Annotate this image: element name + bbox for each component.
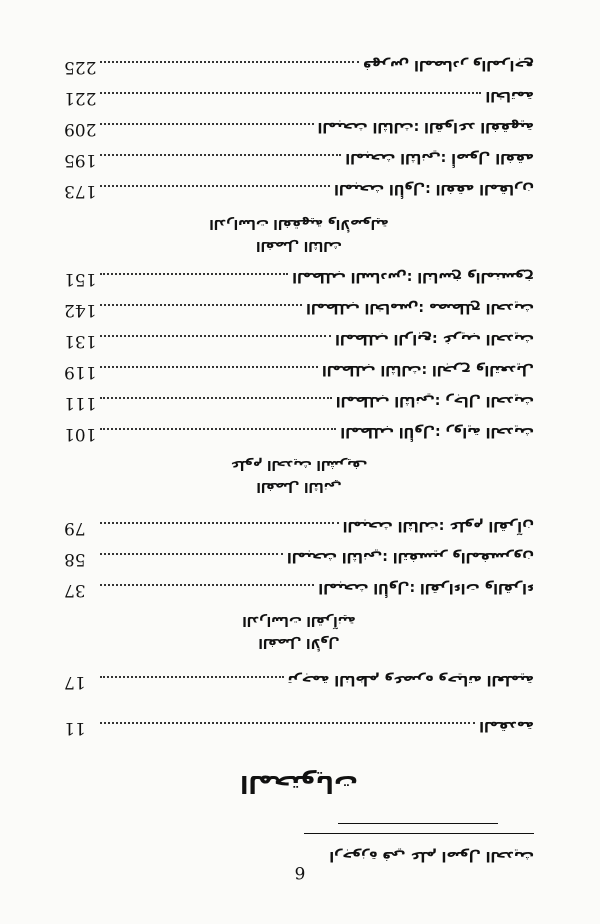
toc-entry[interactable]: [64, 88, 534, 110]
toc-entry[interactable]: [64, 518, 534, 540]
toc-entry-title: المطلب الأول: رواية الحديث: [340, 424, 534, 440]
dot-leader: [100, 584, 314, 587]
toc-entry-title: المقدمة: [479, 718, 534, 734]
toc-entry-page: 209: [64, 119, 97, 139]
toc-entry-title: المبحث الثالث: القواعد الفقهية: [317, 119, 534, 135]
section-heading: الدراسات الفقهية والأصولية: [209, 216, 389, 231]
toc-entry-page: 58: [64, 549, 86, 569]
dot-leader: [100, 553, 283, 556]
toc-entry[interactable]: [64, 331, 534, 353]
toc-entry-title: المطلب الرابع: غريب الحديث: [335, 331, 534, 347]
toc-entry[interactable]: [64, 269, 534, 291]
toc-entry-title: المبحث الثاني: التفسير والمفسرون: [286, 549, 534, 565]
dot-leader: [100, 273, 288, 276]
toc-entry-page: 195: [64, 150, 97, 170]
toc-entry-title: المطلب الثالث: الجرح والتعديل: [321, 362, 534, 378]
toc-entry-page: 101: [64, 424, 97, 444]
toc-entry-page: 11: [64, 718, 86, 738]
toc-entry-page: 79: [64, 518, 86, 538]
toc-entry-title: المطلب الخامس: مصطلح الحديث: [306, 300, 534, 316]
dot-leader: [100, 428, 336, 431]
toc-entry[interactable]: [64, 119, 534, 141]
toc-entry-page: 225: [64, 57, 97, 77]
toc-entry[interactable]: [64, 150, 534, 172]
dot-leader: [100, 397, 331, 400]
toc-entry-page: 173: [64, 181, 97, 201]
toc-entry[interactable]: [64, 393, 534, 415]
toc-entry-title: المبحث الأول: القراءات والقراء: [318, 580, 534, 596]
toc-entry-page: 131: [64, 331, 97, 351]
toc-entry[interactable]: [64, 580, 534, 602]
toc-entry[interactable]: [64, 718, 534, 740]
toc-entry-title: المبحث الثالث: علوم القرآن: [342, 518, 534, 534]
toc-entry-title: ترجمة الناظم وعصره وحياته العلمية: [287, 672, 534, 688]
toc-entry-page: 151: [64, 269, 97, 289]
toc-entry-title: المطلب السادس: الناسخ والمنسوخ: [292, 269, 534, 285]
main-title: المحتويات: [240, 770, 358, 798]
dot-leader: [100, 522, 339, 525]
dot-leader: [100, 123, 313, 126]
toc-entry-title: المبحث الأول: الفقه المقارن: [334, 181, 534, 197]
toc-entry[interactable]: [64, 672, 534, 694]
toc-entry-page: 17: [64, 672, 86, 692]
section-heading: الدراسات القرآنية: [242, 613, 356, 628]
dot-leader: [100, 366, 317, 369]
toc-entry-title: الخاتمة: [485, 88, 534, 104]
toc-entry-page: 111: [64, 393, 97, 413]
toc-entry[interactable]: [64, 57, 534, 79]
dot-leader: [100, 676, 284, 679]
dot-leader: [100, 61, 358, 64]
toc-entry-page: 119: [64, 362, 97, 382]
toc-entry-page: 37: [64, 580, 86, 600]
dot-leader: [100, 304, 302, 307]
toc-entry[interactable]: [64, 300, 534, 322]
toc-entry-page: 221: [64, 88, 97, 108]
section-heading: الفصل الثاني: [256, 479, 342, 494]
toc-entry[interactable]: [64, 181, 534, 203]
section-heading: علوم الحديث الشريف: [230, 457, 368, 472]
toc-entry-title: فهرس المصادر والمراجع: [362, 57, 534, 73]
title-rule-short: [338, 823, 498, 824]
dot-leader: [100, 92, 481, 95]
toc-entry-title: المطلب الثاني: رجال الحديث: [335, 393, 534, 409]
toc-entry[interactable]: [64, 424, 534, 446]
book-title: ارجوزة في علم اصول الحديث: [329, 848, 534, 864]
dot-leader: [100, 154, 341, 157]
toc-entry-page: 142: [64, 300, 97, 320]
section-heading: الفصل الثالث: [256, 238, 342, 253]
toc-entry-title: المبحث الثاني: أصول الفقه: [345, 150, 534, 166]
dot-leader: [100, 722, 475, 725]
dot-leader: [100, 335, 331, 338]
toc-entry[interactable]: [64, 549, 534, 571]
dot-leader: [100, 185, 330, 188]
title-rule: [304, 833, 534, 834]
section-heading: الفصل الأول: [258, 635, 340, 650]
toc-entry[interactable]: [64, 362, 534, 384]
page-number: 6: [294, 862, 306, 882]
